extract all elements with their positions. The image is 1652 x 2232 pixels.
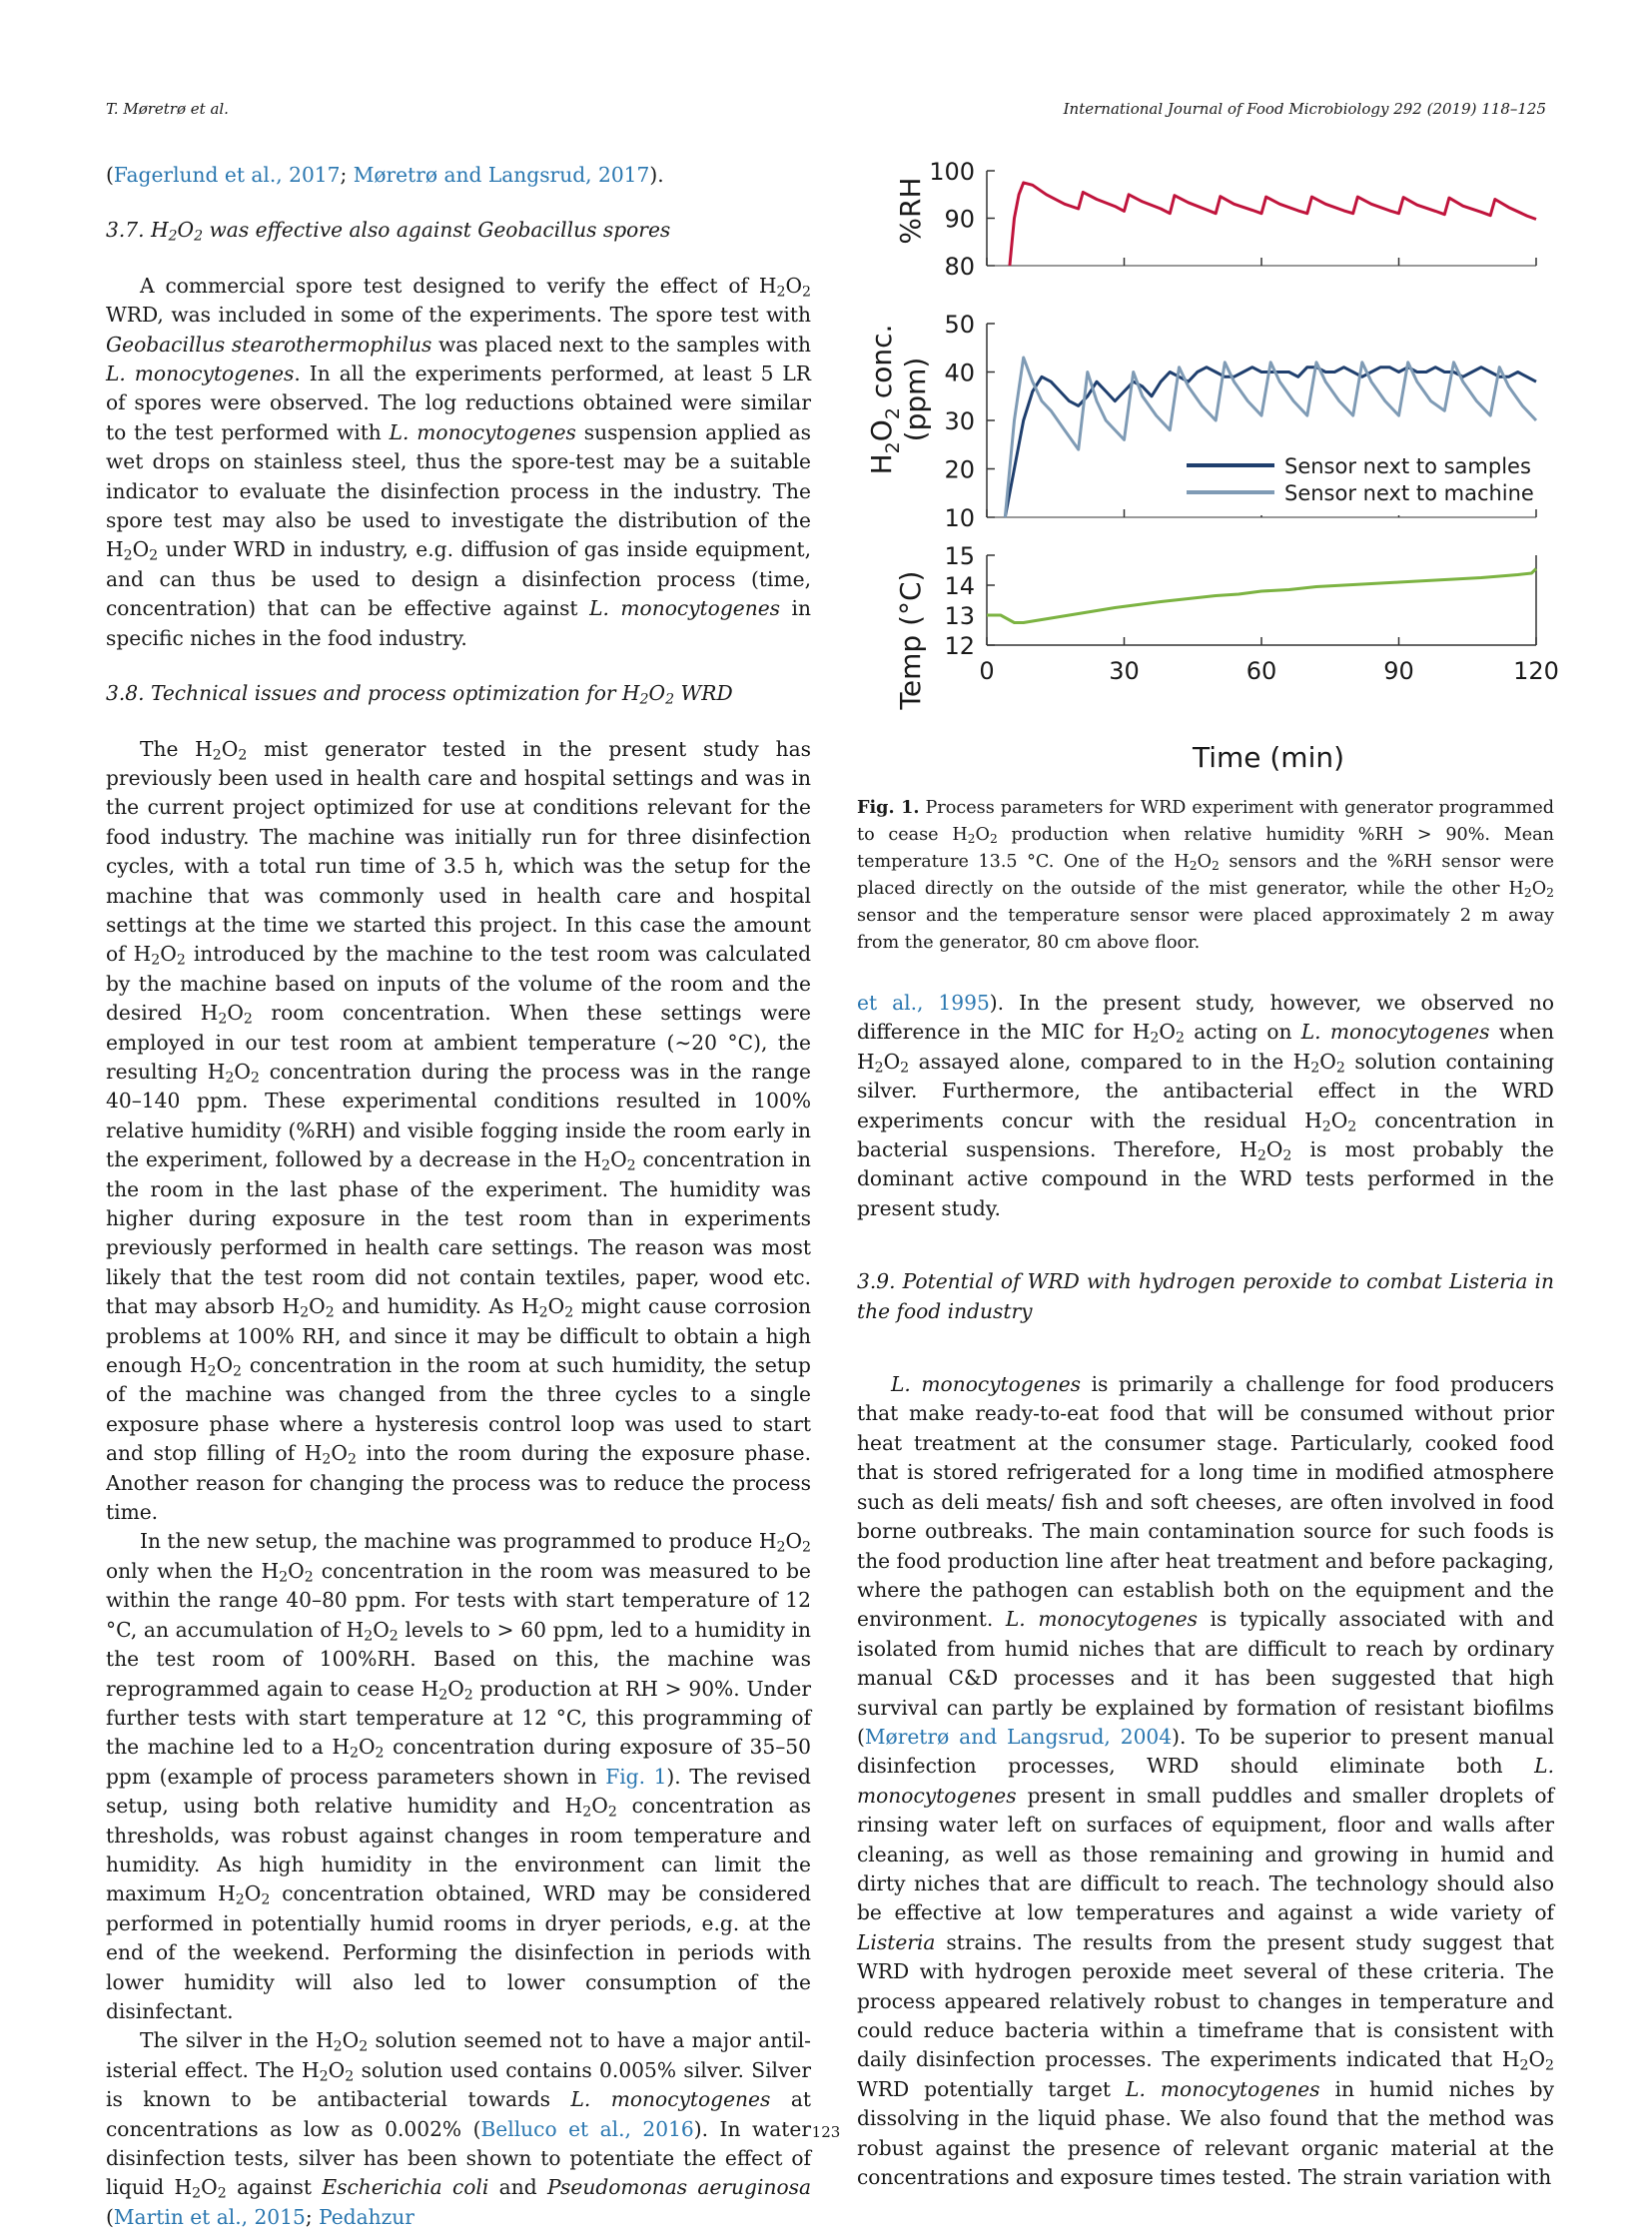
y-tick-label: 13: [944, 602, 975, 630]
right-column: [857, 989, 1554, 2192]
citation-link[interactable]: Møretrø and Langsrud, 2017: [353, 163, 650, 187]
ylabel-h2o2-unit: (ppm): [899, 357, 932, 442]
ylabel-temp: Temp (°C): [894, 570, 927, 710]
x-tick-label: 120: [1513, 657, 1559, 685]
section-heading-3-8: 3.8. Technical issues and process optimization for $H_2O_2$ WRD: [106, 681, 733, 708]
citation-link[interactable]: et al., 1995: [857, 991, 990, 1015]
series-line-panel-rh: [1010, 183, 1536, 266]
paragraph: L. monocytogenes is primarily a challenge for food producers that make ready-to-eat food that will be consumed without prior heat treatment at the consumer stage. Particularly, cooked food that is stored refrigerated for a long time in modified atmosphere such as deli meats/ fish and soft cheeses, are often involved in food borne outbreaks. The main contamination source for such foods is the food production line after heat treatment and before packaging, where the pathogen can establish both on the equipment and the environment. L. monocytogenes is typically associated with and isolated from humid niches that are difficult to reach by ordinary manual C&D processes and it has been suggested that high survival can partly be explained by formation of resistant biofilms (Møretrø and Langsrud, 2004). To be superior to present manual disinfection processes, WRD should eliminate both L. monocytogenes present in small puddles and smaller droplets of rinsing water left on surfaces of equipment, floor and walls after cleaning, as well as those remaining and growing in humid and dirty niches that are difficult to reach. The technology should also be effective at low temperatures and against a wide variety of Listeria strains. The results from the present study suggest that WRD with hydrogen peroxide meet several of these criteria. The process appeared relatively robust to changes in temperature and could reduce bacteria within a timeframe that is consistent with daily disinfection processes. The experiments indicated that $H_2O_2$ WRD potentially target L. monocytogenes in humid niches by dissolving in the liquid phase. We also found that the method was robust against the presence of relevant organic material at the concentrations and exposure times tested. The strain variation with: [857, 1372, 1554, 2190]
y-tick-label: 15: [944, 542, 975, 570]
paragraph: The $H_2O_2$ mist generator tested in the present study has previously been used in health care and hospital settings and was in the current project optimized for use at conditions relevant for the food industry. The machine was initially run for three disinfection cycles, with a total run time of 3.5 h, which was the setup for the machine that was commonly used in health care and hospital settings at the time we started this project. In this case the amount of $H_2O_2$ introduced by the machine to the test room was calculated by the machine based on inputs of the volume of the room and the desired $H_2O_2$ room concentration. When these settings were employed in our test room at ambient temperature (∼20 °C), the resulting $H_2O_2$ concentration during the process was in the range 40–140 ppm. These experimental conditions resulted in 100% relative humidity (%RH) and visible fogging inside the room early in the experiment, followed by a decrease in the $H_2O_2$ concentration in the room in the last phase of the experiment. The humidity was higher during exposure in the test room than in experiments previously performed in health care settings. The reason was most likely that the test room did not contain textiles, paper, wood etc. that may absorb $H_2O_2$ and humidity. As $H_2O_2$ might cause corrosion problems at 100% RH, and since it may be difficult to obtain a high enough $H_2O_2$ concentration in the room at such humidity, the setup of the machine was changed from the three cycles to a single exposure phase where a hysteresis control loop was used to start and stop filling of $H_2O_2$ into the room during the exposure phase. Another reason for changing the process was to reduce the process time.: [106, 736, 812, 1525]
running-header-authors: T. Møretrø et al.: [106, 100, 229, 118]
figure-1-caption: Fig. 1. Process parameters for WRD experiment with generator programmed to cease $H_2O_2$ production when relative humidity %RH > 90%. Mean temperature 13.5 °C. One of the $H_2O_2$ sensors and the %RH sensor were placed directly on the outside of the mist generator, while the other $H_2O_2$ sensor and the temperature sensor were placed approximately 2 m away from the generator, 80 cm above floor.: [857, 797, 1554, 953]
y-tick-label: 80: [944, 253, 975, 281]
figure-link[interactable]: Fig. 1: [605, 1764, 667, 1789]
series-line-panel-temp: [987, 569, 1536, 623]
ylabel-h2o2: $H_2O_2$ conc.: [865, 324, 904, 475]
citation-link[interactable]: Fagerlund et al., 2017: [113, 163, 341, 187]
ylabel-rh: %RH: [894, 177, 927, 245]
page-number: 123: [811, 2123, 841, 2141]
citation-link[interactable]: Belluco et al., 2016: [480, 2116, 694, 2141]
x-tick-label: 60: [1245, 657, 1277, 685]
paragraph: The silver in the $H_2O_2$ solution seemed not to have a major antilisterial effect. The $H_2O_2$ solution used contains 0.005% silver. Silver is known to be antibacterial towards L. monocytogenes at concentrations as low as 0.002% (Belluco et al., 2016). In water disinfection tests, silver has been shown to potentiate the effect of liquid $H_2O_2$ against Escherichia coli and Pseudomonas aeruginosa (Martin et al., 2015; Pedahzur: [106, 2028, 811, 2229]
y-tick-label: 20: [944, 455, 975, 484]
xlabel: Time (min): [1192, 741, 1345, 774]
caption-label: Fig. 1.: [857, 797, 920, 818]
citation-link[interactable]: Pedahzur: [319, 2204, 414, 2229]
y-tick-label: 10: [944, 504, 975, 532]
legend: [1175, 445, 1534, 515]
citation-link[interactable]: Møretrø and Langsrud, 2004: [864, 1724, 1173, 1749]
y-tick-label: 14: [944, 572, 975, 600]
x-axis: [979, 657, 1559, 685]
section-heading-3-7: 3.7. $H_2O_2$ was effective also against Geobacillus spores: [106, 218, 671, 245]
paragraph: In the new setup, the machine was programmed to produce $H_2O_2$ only when the $H_2O_2$ concentration in the room was measured to be within the range 40–80 ppm. For tests with start temperature of 12 °C, an accumulation of $H_2O_2$ levels to > 60 ppm, led to a humidity in the test room of 100%RH. Based on this, the machine was reprogrammed again to cease $H_2O_2$ production at RH > 90%. Under further tests with start temperature at 12 °C, this programming of the machine led to a $H_2O_2$ concentration during exposure of 35–50 ppm (example of process parameters shown in Fig. 1). The revised setup, using both relative humidity and $H_2O_2$ concentration as thresholds, was robust against changes in room temperature and humidity. As high humidity in the environment can limit the maximum $H_2O_2$ concentration obtained, WRD may be considered performed in potentially humid rooms in dryer periods, e.g. at the end of the weekend. Performing the disinfection in periods with lower humidity will also led to lower consumption of the disinfectant.: [106, 1529, 812, 2023]
legend-label-samples: Sensor next to samples: [1284, 454, 1531, 478]
paragraph-continuation: et al., 1995). In the present study, however, we observed no difference in the MIC for $H_2O_2$ acting on L. monocytogenes when $H_2O_2$ assayed alone, compared to in the $H_2O_2$ solution containing silver. Furthermore, the antibacterial effect in the WRD experiments concur with the residual $H_2O_2$ concentration in bacterial suspensions. Therefore, $H_2O_2$ is most probably the dominant active compound in the WRD tests performed in the present study.: [857, 991, 1555, 1220]
running-header-journal: International Journal of Food Microbiology 292 (2019) 118–125: [1063, 100, 1546, 118]
citation-link[interactable]: Martin et al., 2015: [113, 2204, 306, 2229]
panel-temp: [944, 542, 1536, 660]
paragraph-continuation: (Fagerlund et al., 2017; Møretrø and Langsrud, 2017).: [106, 163, 664, 187]
x-tick-label: 90: [1383, 657, 1414, 685]
left-column: [106, 161, 811, 2232]
y-tick-label: 12: [944, 632, 975, 660]
y-tick-label: 40: [944, 359, 975, 387]
y-tick-label: 100: [929, 158, 975, 186]
paragraph: A commercial spore test designed to verify the effect of $H_2O_2$ WRD, was included in some of the experiments. The spore test with Geobacillus stearothermophilus was placed next to the samples with L. monocytogenes. In all the experiments performed, at least 5 LR of spores were observed. The log reductions obtained were similar to the test performed with L. monocytogenes suspension applied as wet drops on stainless steel, thus the spore-test may be a suitable indicator to evaluate the disinfection process in the industry. The spore test may also be used to investigate the distribution of the $H_2O_2$ under WRD in industry, e.g. diffusion of gas inside equipment, and can thus be used to design a disinfection process (time, concentration) that can be effective against L. monocytogenes in specific niches in the food industry.: [106, 273, 811, 650]
x-tick-label: 30: [1109, 657, 1140, 685]
legend-label-machine: Sensor next to machine: [1284, 481, 1534, 505]
figure-1-chart: [857, 156, 1559, 775]
y-tick-label: 30: [944, 407, 975, 435]
figure-1: [857, 156, 1559, 775]
y-tick-label: 50: [944, 311, 975, 339]
panel-rh: [929, 158, 1536, 281]
section-heading-3-9: 3.9. Potential of WRD with hydrogen peroxide to combat Listeria in the food industry: [857, 1269, 1554, 1323]
y-tick-label: 90: [944, 205, 975, 234]
x-tick-label: 0: [979, 657, 995, 685]
